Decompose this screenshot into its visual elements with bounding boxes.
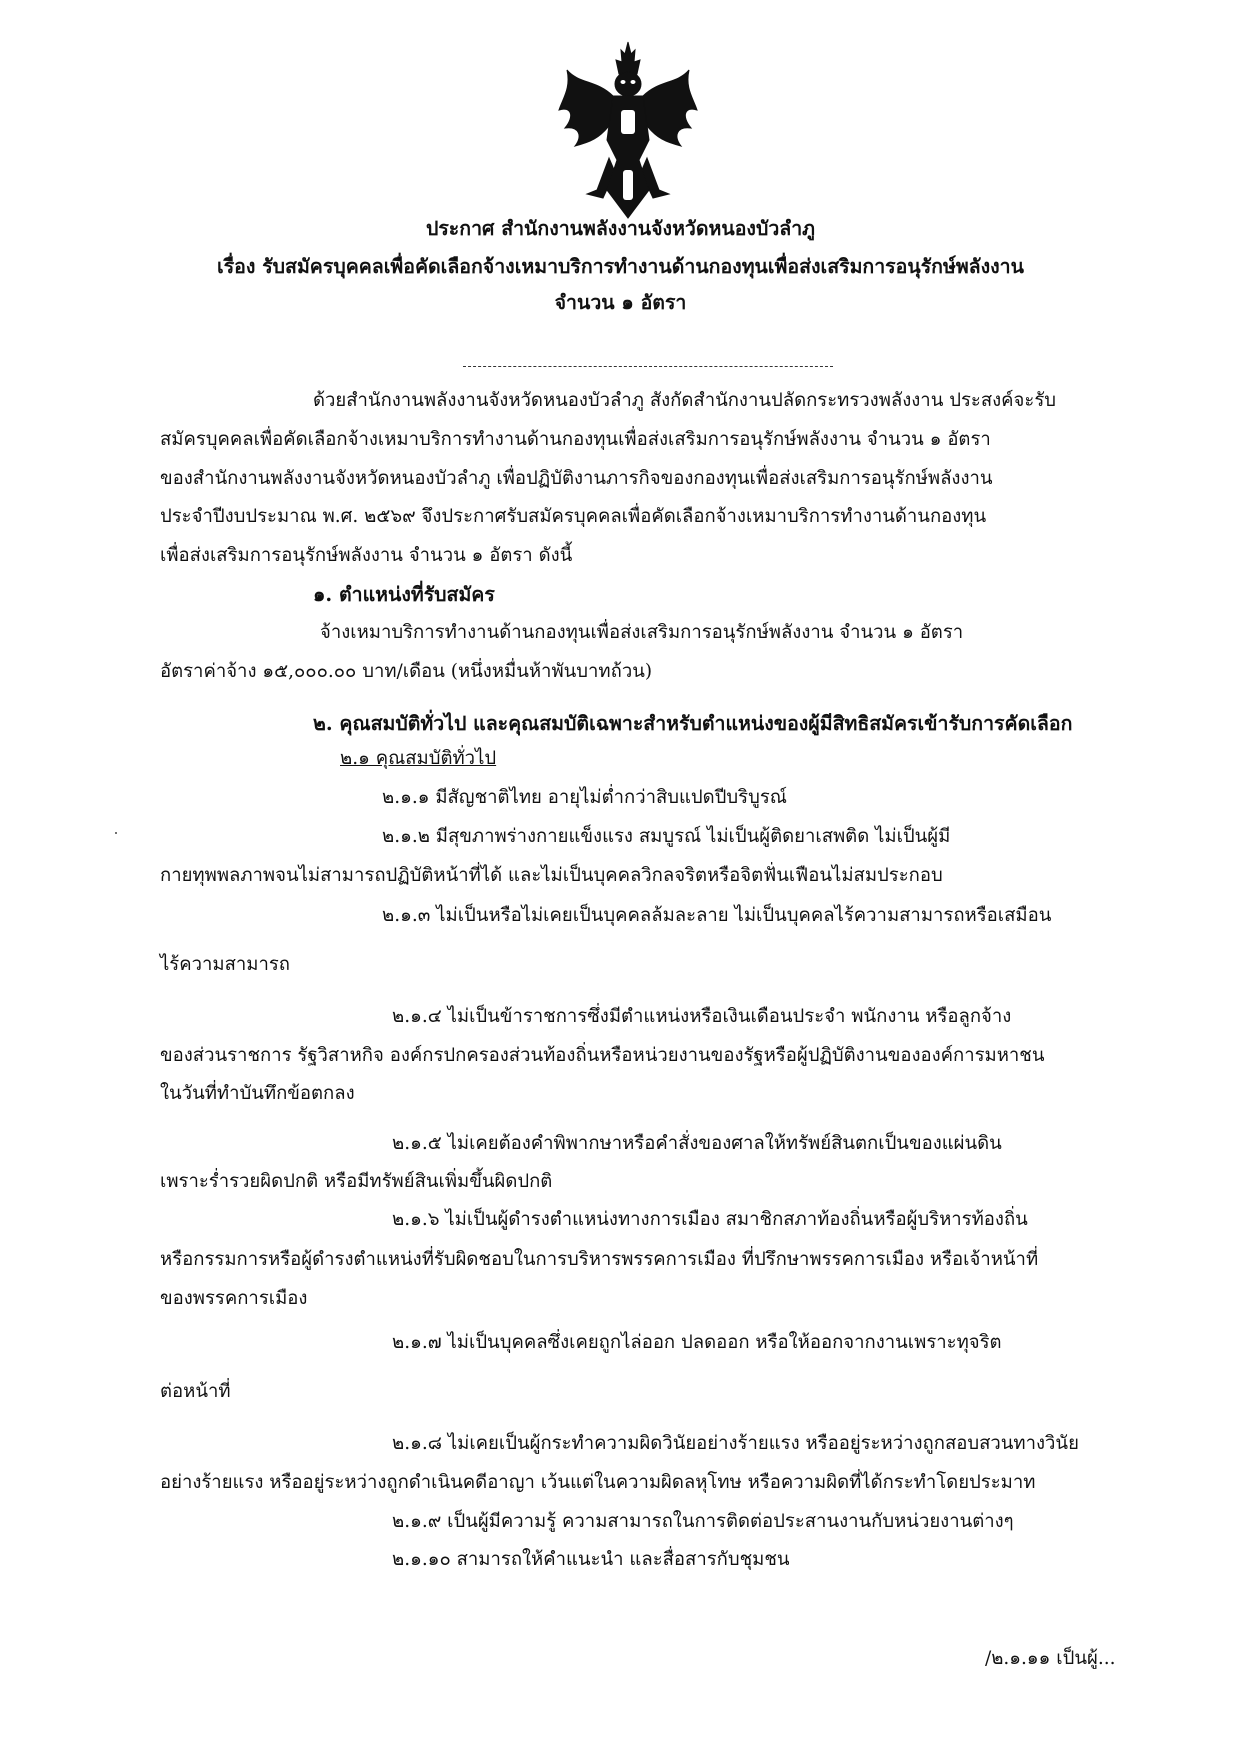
qualification-line: หรือกรรมการหรือผู้ดำรงตำแหน่งที่รับผิดชอบในการบริหารพรรคการเมือง ที่ปรึกษาพรรคการเมือง หรือเจ้าหน้าที่ xyxy=(160,1249,1039,1270)
garuda-emblem-icon xyxy=(557,40,699,222)
intro-line: ของสำนักงานพลังงานจังหวัดหนองบัวลำภู เพื่อปฏิบัติงานภารกิจของกองทุนเพื่อส่งเสริมการอนุรักษ์พลังงาน xyxy=(160,468,993,489)
qualification-line: ๒.๑.๑๐ สามารถให้คำแนะนำ และสื่อสารกับชุมชน xyxy=(392,1549,790,1570)
qualification-line: ๒.๑.๑ มีสัญชาติไทย อายุไม่ต่ำกว่าสิบแปดปีบริบูรณ์ xyxy=(382,787,787,808)
section-1-heading: ๑. ตำแหน่งที่รับสมัคร xyxy=(313,583,495,606)
qualification-line: ๒.๑.๘ ไม่เคยเป็นผู้กระทำความผิดวินัยอย่างร้ายแรง หรืออยู่ระหว่างถูกสอบสวนทางวินัย xyxy=(392,1433,1079,1454)
qualification-line: ๒.๑.๙ เป็นผู้มีความรู้ ความสามารถในการติดต่อประสานงานกับหน่วยงานต่างๆ xyxy=(392,1511,1014,1532)
qualification-line: ๒.๑.๕ ไม่เคยต้องคำพิพากษาหรือคำสั่งของศาลให้ทรัพย์สินตกเป็นของแผ่นดิน xyxy=(392,1133,1002,1154)
qualification-line: ๒.๑.๒ มีสุขภาพร่างกายแข็งแรง สมบูรณ์ ไม่เป็นผู้ติดยาเสพติด ไม่เป็นผู้มี xyxy=(382,826,951,847)
qualification-line: ไร้ความสามารถ xyxy=(160,954,290,975)
intro-line: ด้วยสำนักงานพลังงานจังหวัดหนองบัวลำภู สังกัดสำนักงานปลัดกระทรวงพลังงาน ประสงค์จะรับ xyxy=(313,390,1056,411)
qualification-line: ของส่วนราชการ รัฐวิสาหกิจ องค์กรปกครองส่วนท้องถิ่นหรือหน่วยงานของรัฐหรือผู้ปฏิบัติงานขององค์การมหาชน xyxy=(160,1045,1045,1066)
qualification-line: อย่างร้ายแรง หรืออยู่ระหว่างถูกดำเนินคดีอาญา เว้นแต่ในความผิดลหุโทษ หรือความผิดที่ได้กระทำโดยประมาท xyxy=(160,1472,1036,1493)
header-divider xyxy=(463,366,833,367)
qualification-line: ๒.๑.๔ ไม่เป็นข้าราชการซึ่งมีตำแหน่งหรือเงินเดือนประจำ พนักงาน หรือลูกจ้าง xyxy=(392,1006,1012,1027)
qualification-line: ๒.๑.๓ ไม่เป็นหรือไม่เคยเป็นบุคคลล้มละลาย ไม่เป็นบุคคลไร้ความสามารถหรือเสมือน xyxy=(382,905,1052,926)
qualification-line: เพราะร่ำรวยผิดปกติ หรือมีทรัพย์สินเพิ่มขึ้นผิดปกติ xyxy=(160,1171,553,1192)
stray-dot xyxy=(115,832,117,834)
intro-line: เพื่อส่งเสริมการอนุรักษ์พลังงาน จำนวน ๑ อัตรา ดังนี้ xyxy=(160,545,573,566)
qualification-line: ในวันที่ทำบันทึกข้อตกลง xyxy=(160,1083,355,1104)
qualification-line: ๒.๑.๗ ไม่เป็นบุคคลซึ่งเคยถูกไล่ออก ปลดออก หรือให้ออกจากงานเพราะทุจริต xyxy=(392,1332,1002,1353)
qualification-line: ต่อหน้าที่ xyxy=(160,1381,231,1402)
section-2-1-subheading: ๒.๑ คุณสมบัติทั่วไป xyxy=(340,748,497,769)
announcement-count: จำนวน ๑ อัตรา xyxy=(554,291,687,314)
qualification-line: ของพรรคการเมือง xyxy=(160,1288,308,1309)
intro-line: สมัครบุคคลเพื่อคัดเลือกจ้างเหมาบริการทำงานด้านกองทุนเพื่อส่งเสริมการอนุรักษ์พลังงาน จำนวน ๑ อัตรา xyxy=(160,429,991,450)
continuation-marker: /๒.๑.๑๑ เป็นผู้... xyxy=(985,1648,1116,1669)
qualification-line: กายทุพพลภาพจนไม่สามารถปฏิบัติหน้าที่ได้ และไม่เป็นบุคคลวิกลจริตหรือจิตฟั่นเฟือนไม่สมประกอบ xyxy=(160,865,943,886)
section-1-line: จ้างเหมาบริการทำงานด้านกองทุนเพื่อส่งเสริมการอนุรักษ์พลังงาน จำนวน ๑ อัตรา xyxy=(320,622,964,643)
intro-line: ประจำปีงบประมาณ พ.ศ. ๒๕๖๙ จึงประกาศรับสมัครบุคคลเพื่อคัดเลือกจ้างเหมาบริการทำงานด้านกองทุน xyxy=(160,506,987,527)
qualification-line: ๒.๑.๖ ไม่เป็นผู้ดำรงตำแหน่งทางการเมือง สมาชิกสภาท้องถิ่นหรือผู้บริหารท้องถิ่น xyxy=(392,1209,1028,1230)
section-1-line: อัตราค่าจ้าง ๑๕,๐๐๐.๐๐ บาท/เดือน (หนึ่งหมื่นห้าพันบาทถ้วน) xyxy=(160,661,653,682)
section-2-heading: ๒. คุณสมบัติทั่วไป และคุณสมบัติเฉพาะสำหรับตำแหน่งของผู้มีสิทธิสมัครเข้ารับการคัดเลือก xyxy=(313,712,1073,735)
announcement-subject: เรื่อง รับสมัครบุคคลเพื่อคัดเลือกจ้างเหมาบริการทำงานด้านกองทุนเพื่อส่งเสริมการอนุรักษ์พลังงาน xyxy=(217,255,1024,278)
announcement-title: ประกาศ สำนักงานพลังงานจังหวัดหนองบัวลำภู xyxy=(425,217,816,240)
